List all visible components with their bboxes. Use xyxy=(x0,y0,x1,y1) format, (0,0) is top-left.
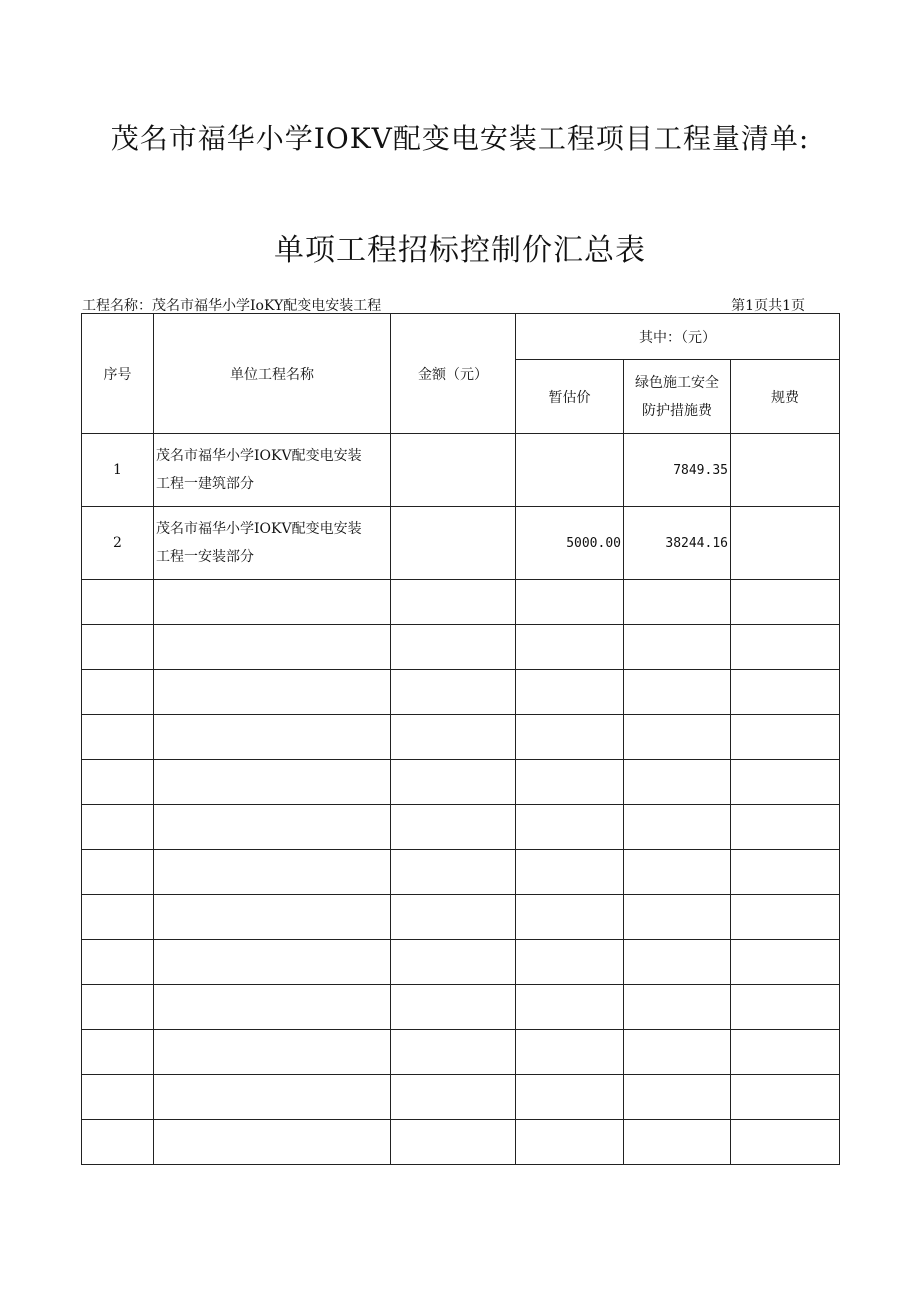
row-unit-name xyxy=(154,507,391,580)
table-title: 单项工程招标控制价汇总表 xyxy=(274,233,646,268)
row-unit-name-line1: 茂名市福华小学IOKV配变电安装 xyxy=(156,448,362,464)
empty-row xyxy=(82,670,840,715)
table-row xyxy=(82,434,840,507)
empty-row xyxy=(82,715,840,760)
row-green-safety: 38244.16 xyxy=(624,507,731,580)
page-indicator: 第1页共1页 xyxy=(731,298,805,314)
row-amount xyxy=(391,434,516,507)
header-amount: 金额（元） xyxy=(391,314,516,434)
row-fees xyxy=(731,434,840,507)
empty-row xyxy=(82,760,840,805)
row-unit-name xyxy=(154,434,391,507)
empty-row xyxy=(82,985,840,1030)
empty-row xyxy=(82,1120,840,1165)
header-fees: 规费 xyxy=(731,360,840,434)
row-provisional xyxy=(516,434,624,507)
document-title: 茂名市福华小学IOKV配变电安装工程项目工程量清单: xyxy=(110,122,810,155)
header-green-safety xyxy=(624,360,731,434)
row-unit-name-line1: 茂名市福华小学IOKV配变电安装 xyxy=(156,521,362,537)
row-provisional: 5000.00 xyxy=(516,507,624,580)
empty-row xyxy=(82,940,840,985)
row-unit-name-line2: 工程一建筑部分 xyxy=(156,476,254,492)
row-green-safety: 7849.35 xyxy=(624,434,731,507)
header-of-which: 其中：（元） xyxy=(516,314,840,360)
header-green-safety-line2: 防护措施费 xyxy=(642,402,712,419)
empty-row xyxy=(82,805,840,850)
header-green-safety-line1: 绿色施工安全 xyxy=(635,374,719,391)
empty-row xyxy=(82,580,840,625)
row-fees xyxy=(731,507,840,580)
project-name-label: 工程名称：茂名市福华小学IoKY配变电安装工程 xyxy=(82,298,382,314)
empty-row xyxy=(82,850,840,895)
header-provisional: 暂估价 xyxy=(516,360,624,434)
empty-row xyxy=(82,895,840,940)
cost-summary-table xyxy=(81,313,840,1165)
empty-row xyxy=(82,1030,840,1075)
header-unit-name: 单位工程名称 xyxy=(154,314,391,434)
empty-row xyxy=(82,625,840,670)
row-unit-name-line2: 工程一安装部分 xyxy=(156,549,254,565)
row-amount xyxy=(391,507,516,580)
empty-row xyxy=(82,1075,840,1120)
row-seq: 2 xyxy=(82,507,154,580)
header-seq: 序号 xyxy=(82,314,154,434)
table-row xyxy=(82,507,840,580)
row-seq: 1 xyxy=(82,434,154,507)
